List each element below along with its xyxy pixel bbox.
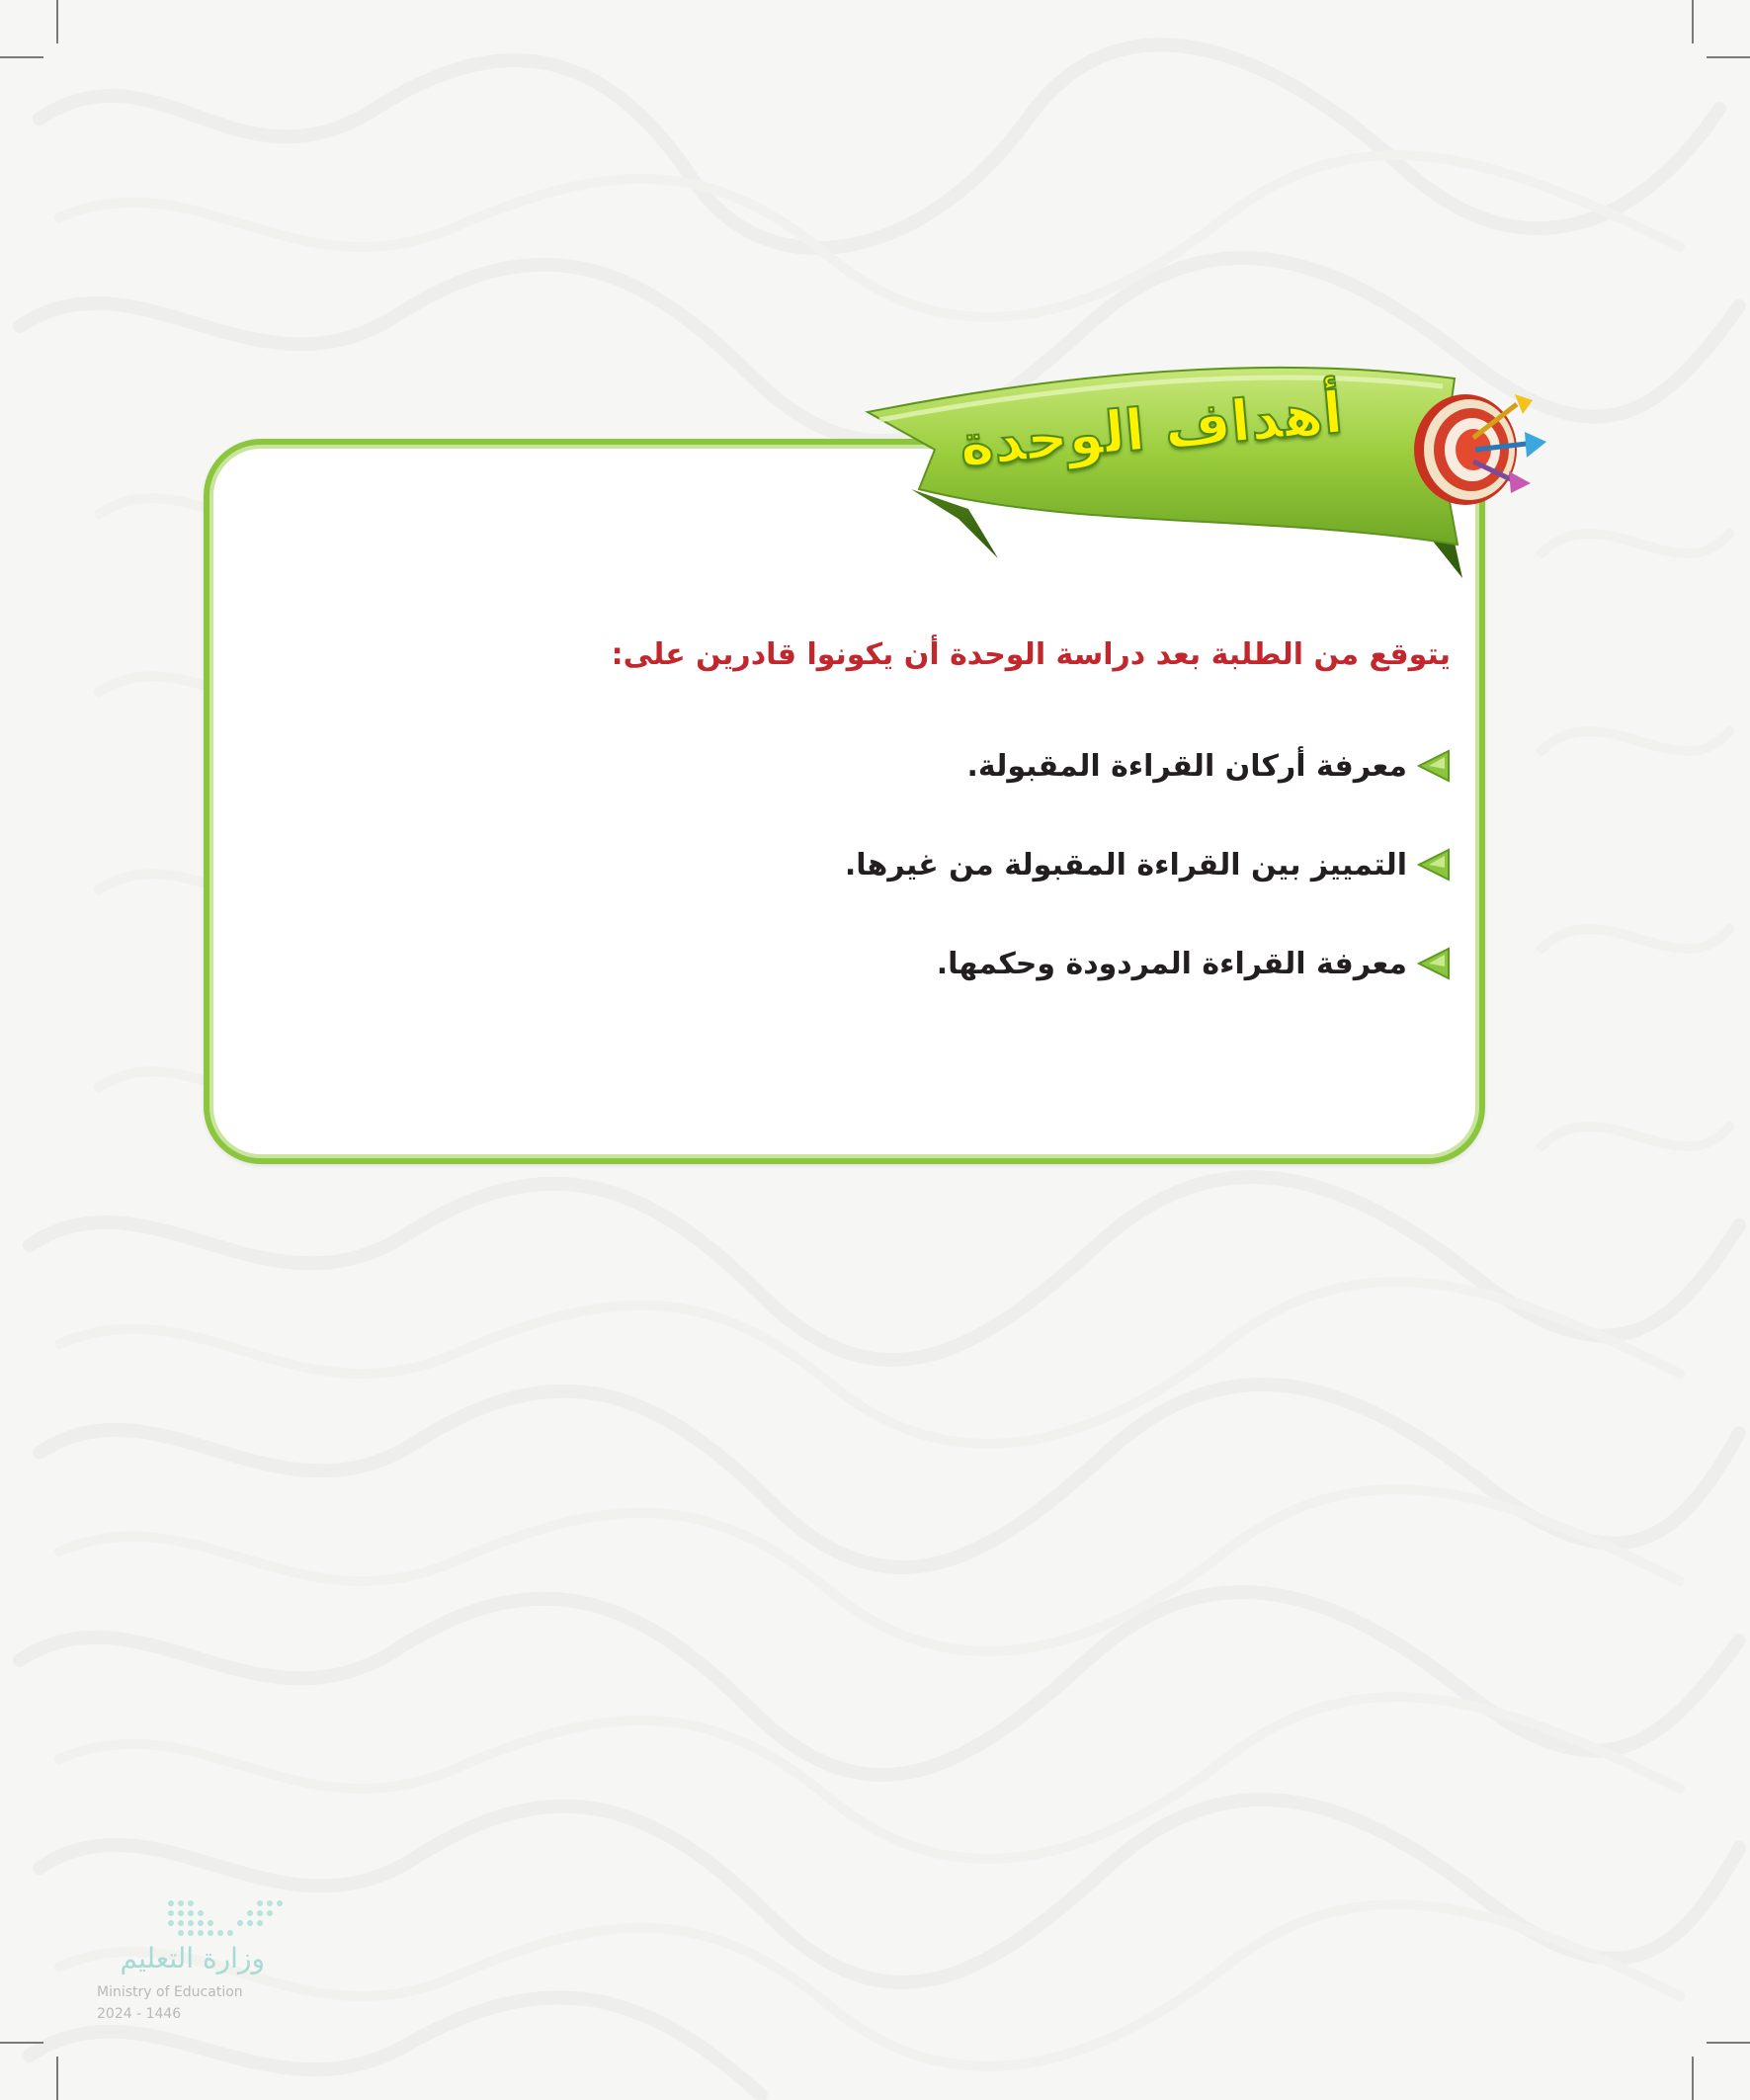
crop-mark xyxy=(1707,2042,1750,2044)
objective-text: التمييز بين القراءة المقبولة من غيرها. xyxy=(844,847,1407,882)
crop-mark xyxy=(1707,56,1750,58)
unit-goals-banner xyxy=(850,341,1482,598)
crop-mark xyxy=(0,56,43,58)
crop-mark xyxy=(0,2042,43,2044)
crop-mark xyxy=(56,2057,58,2100)
goals-intro-text: يتوقع من الطلبة بعد دراسة الوحدة أن يكونوا قادرين على: xyxy=(611,637,1451,672)
objective-item xyxy=(845,840,1451,889)
unit-goals-title: أهداف الوحدة xyxy=(957,378,1346,479)
target-with-darts-icon xyxy=(1398,380,1556,519)
green-triangle-bullet-icon xyxy=(1415,848,1451,882)
crop-mark xyxy=(1692,0,1694,43)
ministry-name-english: Ministry of Education xyxy=(97,1984,243,2000)
objective-text: معرفة أركان القراءة المقبولة. xyxy=(966,748,1407,784)
ministry-name-arabic: وزارة التعليم xyxy=(120,1942,265,1974)
green-triangle-bullet-icon xyxy=(1415,749,1451,783)
objective-item xyxy=(845,939,1451,988)
crop-mark xyxy=(56,0,58,43)
ministry-year: 2024 - 1446 xyxy=(97,2006,182,2022)
objectives-list xyxy=(845,741,1451,1038)
crop-mark xyxy=(1692,2057,1694,2100)
ministry-logo-dots xyxy=(97,1895,334,1945)
objective-text: معرفة القراءة المردودة وحكمها. xyxy=(936,946,1407,981)
objective-item xyxy=(845,741,1451,791)
green-triangle-bullet-icon xyxy=(1415,947,1451,980)
